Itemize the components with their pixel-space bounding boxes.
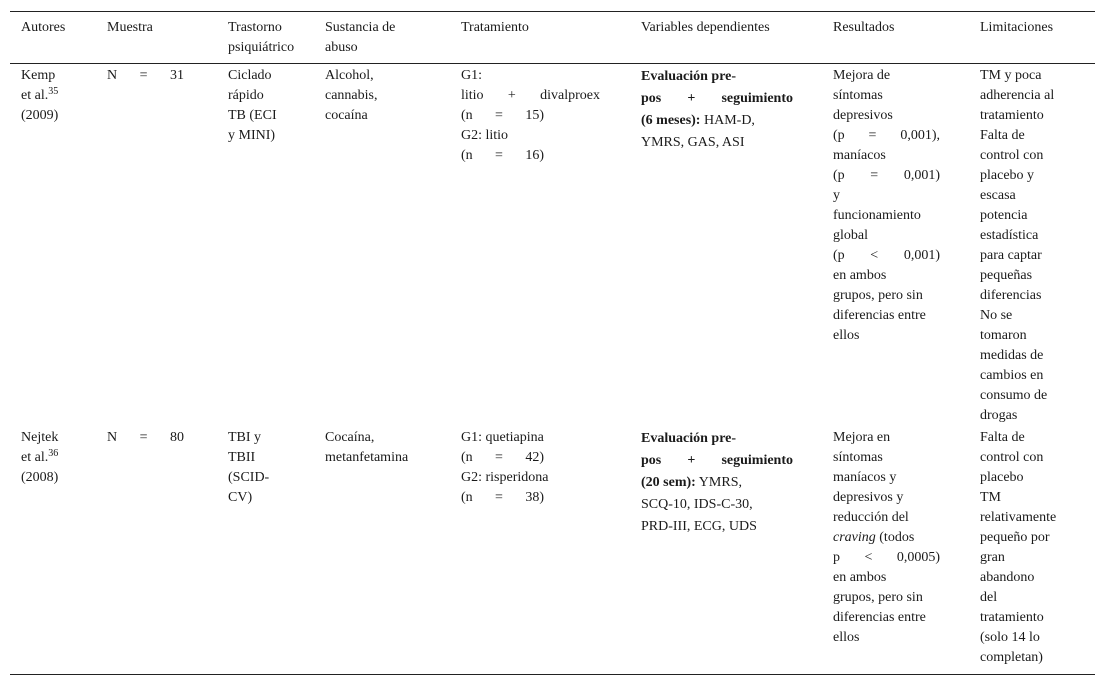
- row1-trastorno: Ciclado rápido TB (ECI y MINI): [228, 68, 277, 143]
- header-divider: [10, 63, 1095, 64]
- row2-muestra: N = 80: [107, 430, 184, 445]
- header-variables: Variables dependientes: [641, 20, 770, 35]
- data-table: [10, 11, 1095, 675]
- header-sustancia: Sustancia de abuso: [325, 20, 396, 55]
- row1-limitaciones: TM y poca adherencia al tratamiento Falta de control con placebo y escasa potencia estadística para captar pequeñas diferencias No se tomaron medidas de cambios en consumo de drogas: [980, 68, 1055, 423]
- row1-autores: Kemp et al.$^{35}$ (2009): [21, 68, 59, 123]
- row2-autores: Nejtek et al.$^{36}$ (2008): [21, 430, 59, 485]
- row2-variables: Evaluación pre- pos + seguimiento (20 sem): YMRS, SCQ-10, IDS-C-30, PRD-III, ECG, UDS: [641, 431, 793, 534]
- header-muestra: Muestra: [107, 20, 153, 35]
- row2-trastorno: TBI y TBII (SCID- CV): [228, 430, 270, 505]
- header-autores: Autores: [21, 20, 66, 35]
- header-tratamiento: Tratamiento: [461, 20, 529, 35]
- row2-tratamiento: G1: quetiapina (n = 42) G2: risperidona (n = 38): [461, 430, 549, 505]
- row2-resultados: Mejora en síntomas maníacos y depresivos y reducción del craving (todos p < 0,0005) en ambos grupos, pero sin diferencias entre ellos: [833, 430, 941, 645]
- row1-muestra: N = 31: [107, 68, 184, 83]
- row1-resultados: Mejora de síntomas depresivos (p = 0,001), maníacos (p = 0,001) y funcionamiento global (p < 0,001) en ambos grupos, pero sin diferencias entre ellos: [833, 68, 940, 343]
- row1-tratamiento: G1: litio + divalproex (n = 15) G2: litio (n = 16): [461, 68, 600, 163]
- row2-sustancia: Cocaína, metanfetamina: [325, 430, 409, 465]
- row1-sustancia: Alcohol, cannabis, cocaína: [325, 68, 378, 123]
- header-resultados: Resultados: [833, 20, 895, 35]
- header-trastorno: Trastorno psiquiátrico: [228, 20, 295, 55]
- row2-limitaciones: Falta de control con placebo TM relativamente pequeño por gran abandono del tratamiento (solo 14 lo completan): [980, 430, 1057, 665]
- header-limitaciones: Limitaciones: [980, 20, 1054, 35]
- row1-variables: Evaluación pre- pos + seguimiento (6 meses): HAM-D, YMRS, GAS, ASI: [641, 69, 793, 150]
